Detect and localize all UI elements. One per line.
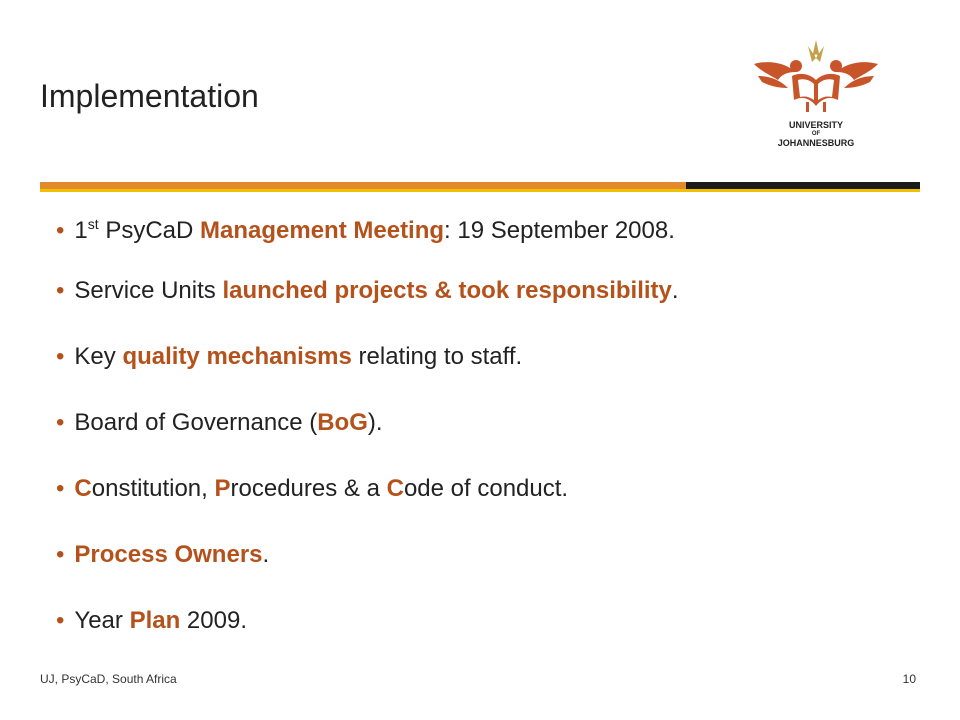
bullet-text: PsyCaD — [98, 217, 201, 244]
logo-line-university: UNIVERSITY — [788, 120, 843, 130]
page-number: 10 — [902, 672, 916, 686]
bullet-text: rocedures & a — [230, 475, 387, 502]
bullet-text: Board of Governance ( — [74, 409, 318, 436]
bullet-highlight-text: quality mechanisms — [122, 343, 352, 370]
bullet-text: . — [671, 277, 679, 304]
bullet-highlight-text: Plan — [129, 607, 181, 634]
bullet-highlight-text: launched projects & took responsibility — [222, 277, 672, 304]
bullet-text: . — [262, 541, 270, 568]
bullet-text: onstitution, — [91, 475, 215, 502]
bullet-highlight-text: C — [74, 475, 92, 502]
bullet-item — [56, 540, 679, 606]
bullet-text: ). — [367, 409, 383, 436]
slide-title: Implementation — [40, 78, 259, 114]
bullet-highlight-text: BoG — [317, 409, 368, 436]
bullet-dot: • — [56, 277, 65, 304]
university-logo — [748, 36, 884, 152]
footer-left-text: UJ, PsyCaD, South Africa — [40, 672, 177, 686]
bullet-text: 1 — [74, 217, 88, 244]
bullet-highlight-text: Process Owners — [74, 541, 263, 568]
university-crest-icon — [748, 36, 884, 116]
logo-line-of: OF — [811, 131, 821, 137]
bullet-item — [56, 474, 679, 540]
bullet-item — [56, 606, 679, 672]
bullet-text: relating to staff. — [351, 343, 523, 370]
bullet-item — [56, 408, 679, 474]
bullet-highlight-text: P — [214, 475, 231, 502]
bullet-dot: • — [56, 541, 65, 568]
logo-line-johannesburg: JOHANNESBURG — [777, 138, 855, 148]
bullet-list — [56, 210, 679, 672]
bullet-item — [56, 342, 679, 408]
bullet-dot: • — [56, 409, 65, 436]
bullet-text: st — [87, 216, 99, 232]
bullet-item — [56, 276, 679, 342]
bullet-item — [56, 210, 679, 276]
bullet-dot: • — [56, 217, 65, 244]
bullet-dot: • — [56, 343, 65, 370]
bullet-highlight-text: Management Meeting — [200, 217, 445, 244]
bullet-text: Key — [74, 343, 123, 370]
bullet-text: Service Units — [74, 277, 223, 304]
bullet-text: : 19 September 2008. — [444, 217, 675, 244]
bullet-highlight-text: C — [386, 475, 404, 502]
bullet-text: Year — [74, 607, 130, 634]
header-rule-gold — [40, 189, 920, 192]
bullet-dot: • — [56, 607, 65, 634]
bullet-text: 2009. — [180, 607, 247, 634]
bullet-dot: • — [56, 475, 65, 502]
bullet-text: ode of conduct. — [403, 475, 569, 502]
